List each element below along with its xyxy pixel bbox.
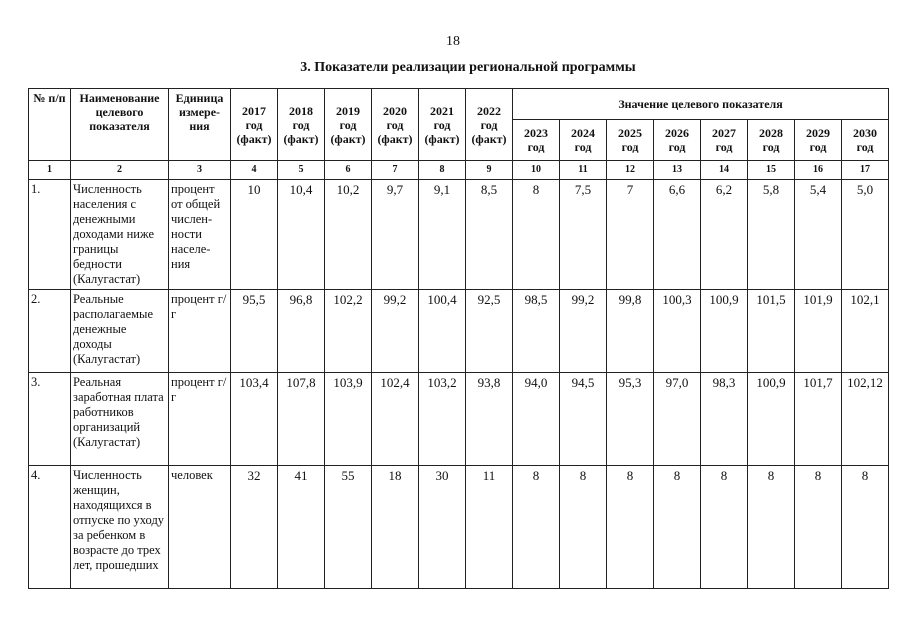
value-cell: 100,9	[748, 373, 795, 466]
value-cell: 94,5	[560, 373, 607, 466]
value-cell: 99,8	[607, 290, 654, 373]
value-cell: 5,4	[795, 180, 842, 290]
value-cell: 8	[513, 180, 560, 290]
column-number: 5	[278, 161, 325, 180]
page-number: 18	[446, 34, 460, 49]
row-number: 1.	[29, 180, 71, 290]
value-cell: 99,2	[560, 290, 607, 373]
value-cell: 102,1	[842, 290, 889, 373]
unit-cell: процент г/г	[169, 373, 231, 466]
value-cell: 99,2	[372, 290, 419, 373]
value-cell: 102,2	[325, 290, 372, 373]
value-cell: 103,9	[325, 373, 372, 466]
value-cell: 41	[278, 466, 325, 589]
unit-cell: человек	[169, 466, 231, 589]
value-cell: 8	[560, 466, 607, 589]
header-year-target: 2026 год	[654, 120, 701, 161]
header-year-target: 2029 год	[795, 120, 842, 161]
value-cell: 8	[701, 466, 748, 589]
section-title: 3. Показатели реализации региональной программы	[300, 60, 636, 75]
header-num: № п/п	[29, 89, 71, 161]
value-cell: 101,7	[795, 373, 842, 466]
value-cell: 103,4	[231, 373, 278, 466]
value-cell: 95,5	[231, 290, 278, 373]
value-cell: 18	[372, 466, 419, 589]
value-cell: 101,9	[795, 290, 842, 373]
header-year-fact: 2017 год (факт)	[231, 89, 278, 161]
value-cell: 92,5	[466, 290, 513, 373]
value-cell: 100,3	[654, 290, 701, 373]
column-number: 8	[419, 161, 466, 180]
column-number: 16	[795, 161, 842, 180]
value-cell: 5,8	[748, 180, 795, 290]
column-number: 6	[325, 161, 372, 180]
row-number: 2.	[29, 290, 71, 373]
header-name: Наименование целевого показателя	[71, 89, 169, 161]
indicator-name: Численность населения с денежными доходами ниже границы бедности (Калугастат)	[71, 180, 169, 290]
row-number: 3.	[29, 373, 71, 466]
column-number: 2	[71, 161, 169, 180]
value-cell: 100,4	[419, 290, 466, 373]
header-unit: Единица измере-ния	[169, 89, 231, 161]
indicator-name: Реальная заработная плата работников организаций (Калугастат)	[71, 373, 169, 466]
value-cell: 97,0	[654, 373, 701, 466]
header-year-fact: 2021 год (факт)	[419, 89, 466, 161]
value-cell: 103,2	[419, 373, 466, 466]
value-cell: 94,0	[513, 373, 560, 466]
value-cell: 8	[513, 466, 560, 589]
header-year-target: 2027 год	[701, 120, 748, 161]
column-number: 12	[607, 161, 654, 180]
value-cell: 10,2	[325, 180, 372, 290]
value-cell: 8,5	[466, 180, 513, 290]
value-cell: 101,5	[748, 290, 795, 373]
table-row	[29, 466, 889, 589]
value-cell: 8	[654, 466, 701, 589]
value-cell: 6,2	[701, 180, 748, 290]
value-cell: 8	[842, 466, 889, 589]
value-cell: 107,8	[278, 373, 325, 466]
column-number: 10	[513, 161, 560, 180]
value-cell: 5,0	[842, 180, 889, 290]
value-cell: 96,8	[278, 290, 325, 373]
header-year-fact: 2019 год (факт)	[325, 89, 372, 161]
header-year-target: 2030 год	[842, 120, 889, 161]
header-year-fact: 2022 год (факт)	[466, 89, 513, 161]
value-cell: 8	[607, 466, 654, 589]
column-number: 15	[748, 161, 795, 180]
value-cell: 8	[795, 466, 842, 589]
value-cell: 102,12	[842, 373, 889, 466]
value-cell: 8	[748, 466, 795, 589]
indicator-name: Численность женщин, находящихся в отпуске по уходу за ребенком в возрасте до трех лет, прошедших	[71, 466, 169, 589]
value-cell: 32	[231, 466, 278, 589]
table-row	[29, 180, 889, 290]
header-year-target: 2023 год	[513, 120, 560, 161]
value-cell: 6,6	[654, 180, 701, 290]
indicators-table	[28, 88, 889, 589]
value-cell: 100,9	[701, 290, 748, 373]
table-row	[29, 373, 889, 466]
header-row	[29, 89, 889, 120]
header-year-fact: 2018 год (факт)	[278, 89, 325, 161]
column-number: 9	[466, 161, 513, 180]
column-number: 4	[231, 161, 278, 180]
value-cell: 11	[466, 466, 513, 589]
header-year-target: 2028 год	[748, 120, 795, 161]
column-number-row	[29, 161, 889, 180]
value-cell: 10,4	[278, 180, 325, 290]
value-cell: 9,1	[419, 180, 466, 290]
column-number: 1	[29, 161, 71, 180]
value-cell: 9,7	[372, 180, 419, 290]
column-number: 17	[842, 161, 889, 180]
column-number: 7	[372, 161, 419, 180]
value-cell: 98,5	[513, 290, 560, 373]
header-year-target: 2024 год	[560, 120, 607, 161]
column-number: 11	[560, 161, 607, 180]
row-number: 4.	[29, 466, 71, 589]
value-cell: 7,5	[560, 180, 607, 290]
column-number: 13	[654, 161, 701, 180]
table-row	[29, 290, 889, 373]
column-number: 14	[701, 161, 748, 180]
column-number: 3	[169, 161, 231, 180]
value-cell: 98,3	[701, 373, 748, 466]
value-cell: 55	[325, 466, 372, 589]
value-cell: 93,8	[466, 373, 513, 466]
value-cell: 10	[231, 180, 278, 290]
value-cell: 7	[607, 180, 654, 290]
header-year-target: 2025 год	[607, 120, 654, 161]
unit-cell: процент г/г	[169, 290, 231, 373]
header-target-group: Значение целевого показателя	[513, 89, 889, 120]
value-cell: 95,3	[607, 373, 654, 466]
value-cell: 102,4	[372, 373, 419, 466]
unit-cell: процент от общей числен-ности населе-ния	[169, 180, 231, 290]
value-cell: 30	[419, 466, 466, 589]
indicator-name: Реальные располагаемые денежные доходы (Калугастат)	[71, 290, 169, 373]
header-year-fact: 2020 год (факт)	[372, 89, 419, 161]
